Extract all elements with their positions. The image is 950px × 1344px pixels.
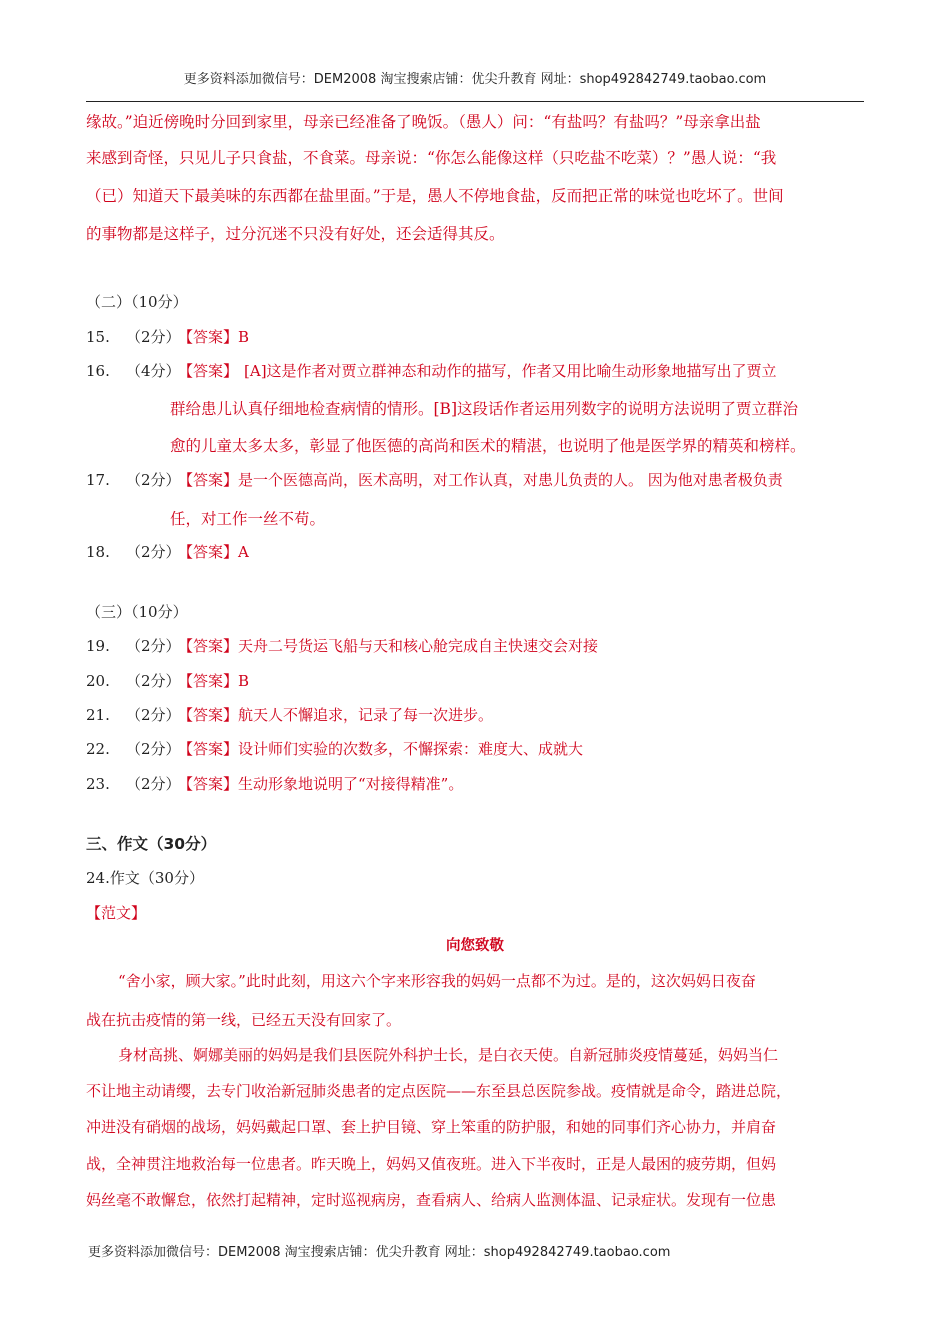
q21-answer-tag: 【答案】 xyxy=(178,706,239,724)
q20-answer: B xyxy=(238,672,250,690)
page-footer: 更多资料添加微信号：DEM2008 淘宝搜索店铺：优尖升教育 网址：shop492842749.taobao.com xyxy=(88,1245,671,1260)
q16-answer-line-1: [A]这是作者对贾立群神态和动作的描写，作者又用比喻生动形象地描写出了贾立 xyxy=(244,362,777,380)
q16-score: （4分） xyxy=(126,362,181,380)
intro-line-1: 缘故。”迫近傍晚时分回到家里，母亲已经准备了晚饭。（愚人）问：“有盐吗？有盐吗？”母亲拿出盐 xyxy=(86,113,761,131)
essay-line-7: 妈丝毫不敢懈怠，依然打起精神，定时巡视病房，查看病人、给病人监测体温、记录症状。发现有一位患 xyxy=(86,1191,777,1209)
q19-score: （2分） xyxy=(126,637,181,655)
q21-answer: 航天人不懈追求，记录了每一次进步。 xyxy=(238,706,494,724)
page-header: 更多资料添加微信号：DEM2008 淘宝搜索店铺：优尖升教育 网址：shop492842749.taobao.com xyxy=(183,72,767,87)
q16-answer-line-3: 愈的儿童太多太多，彰显了他医德的高尚和医术的精湛，也说明了他是医学界的精英和榜样。 xyxy=(170,437,806,455)
q21-number: 21. xyxy=(86,706,110,724)
question-23 xyxy=(86,773,463,794)
question-19 xyxy=(86,635,598,656)
essay-line-6: 战，全神贯注地救治每一位患者。昨天晚上，妈妈又值夜班。进入下半夜时，正是人最困的疲劳期，但妈 xyxy=(86,1155,777,1173)
q22-score: （2分） xyxy=(126,740,181,758)
q16-answer-tag: 【答案】 xyxy=(178,362,239,380)
q20-score: （2分） xyxy=(126,672,181,690)
q15-answer-tag: 【答案】 xyxy=(178,328,239,346)
q17-answer-line-1: 是一个医德高尚，医术高明，对工作认真，对患儿负责的人。 因为他对患者极负责 xyxy=(238,471,783,489)
q21-score: （2分） xyxy=(126,706,181,724)
intro-line-4: 的事物都是这样子，过分沉迷不只没有好处，还会适得其反。 xyxy=(86,225,505,243)
question-21 xyxy=(86,704,493,725)
intro-line-3: （已）知道天下最美味的东西都在盐里面。”于是，愚人不停地食盐，反而把正常的味觉也吃坏了。世间 xyxy=(86,187,784,205)
q23-answer-tag: 【答案】 xyxy=(178,775,239,793)
q15-answer: B xyxy=(238,328,250,346)
section-2-title: （二）（10分） xyxy=(86,293,188,311)
q22-number: 22. xyxy=(86,740,110,758)
essay-line-5: 冲进没有硝烟的战场，妈妈戴起口罩、套上护目镜、穿上笨重的防护服，和她的同事们齐心协力，并肩奋 xyxy=(86,1118,777,1136)
q23-number: 23. xyxy=(86,775,110,793)
section-3-title: （三）（10分） xyxy=(86,603,188,621)
essay-line-1: “舍小家，顾大家。”此时此刻，用这六个字来形容我的妈妈一点都不为过。是的，这次妈妈日夜奋 xyxy=(118,972,756,990)
q19-answer: 天舟二号货运飞船与天和核心舱完成自主快速交会对接 xyxy=(238,637,599,655)
q16-number: 16. xyxy=(86,362,110,380)
q22-answer: 设计师们实验的次数多，不懈探索：难度大、成就大 xyxy=(238,740,584,758)
sample-essay-tag: 【范文】 xyxy=(86,904,147,922)
q16-answer-line-2: 群给患儿认真仔细地检查病情的情形。[B]这段话作者运用列数字的说明方法说明了贾立群治 xyxy=(170,400,798,418)
q15-score: （2分） xyxy=(126,328,181,346)
q15-number: 15. xyxy=(86,328,110,346)
q20-number: 20. xyxy=(86,672,110,690)
question-20 xyxy=(86,670,249,691)
question-15 xyxy=(86,326,249,347)
q18-score: （2分） xyxy=(126,543,181,561)
q23-score: （2分） xyxy=(126,775,181,793)
intro-line-2: 来感到奇怪，只见儿子只食盐，不食菜。母亲说：“你怎么能像这样（只吃盐不吃菜）？”愚人说：“我 xyxy=(86,149,777,167)
q22-answer-tag: 【答案】 xyxy=(178,740,239,758)
q20-answer-tag: 【答案】 xyxy=(178,672,239,690)
q18-number: 18. xyxy=(86,543,110,561)
essay-line-4: 不让地主动请缨，去专门收治新冠肺炎患者的定点医院——东至县总医院参战。疫情就是命令，踏进总院， xyxy=(86,1082,792,1100)
q18-answer: A xyxy=(238,543,249,561)
q19-number: 19. xyxy=(86,637,110,655)
question-17 xyxy=(86,469,783,490)
q19-answer-tag: 【答案】 xyxy=(178,637,239,655)
composition-item: 24.作文（30分） xyxy=(86,869,204,887)
header-divider xyxy=(86,101,864,102)
composition-heading: 三、作文（30分） xyxy=(86,835,217,853)
q23-answer: 生动形象地说明了“对接得精准”。 xyxy=(238,775,464,793)
question-22 xyxy=(86,738,583,759)
q17-score: （2分） xyxy=(126,471,181,489)
q18-answer-tag: 【答案】 xyxy=(178,543,239,561)
question-16 xyxy=(86,360,777,381)
question-18 xyxy=(86,541,249,562)
q17-answer-line-2: 任，对工作一丝不苟。 xyxy=(170,510,326,528)
q17-answer-tag: 【答案】 xyxy=(178,471,239,489)
essay-title: 向您致敬 xyxy=(446,938,504,954)
q17-number: 17. xyxy=(86,471,110,489)
essay-line-3: 身材高挑、婀娜美丽的妈妈是我们县医院外科护士长，是白衣天使。自新冠肺炎疫情蔓延，妈妈当仁 xyxy=(118,1046,779,1064)
essay-line-2: 战在抗击疫情的第一线，已经五天没有回家了。 xyxy=(86,1011,402,1029)
